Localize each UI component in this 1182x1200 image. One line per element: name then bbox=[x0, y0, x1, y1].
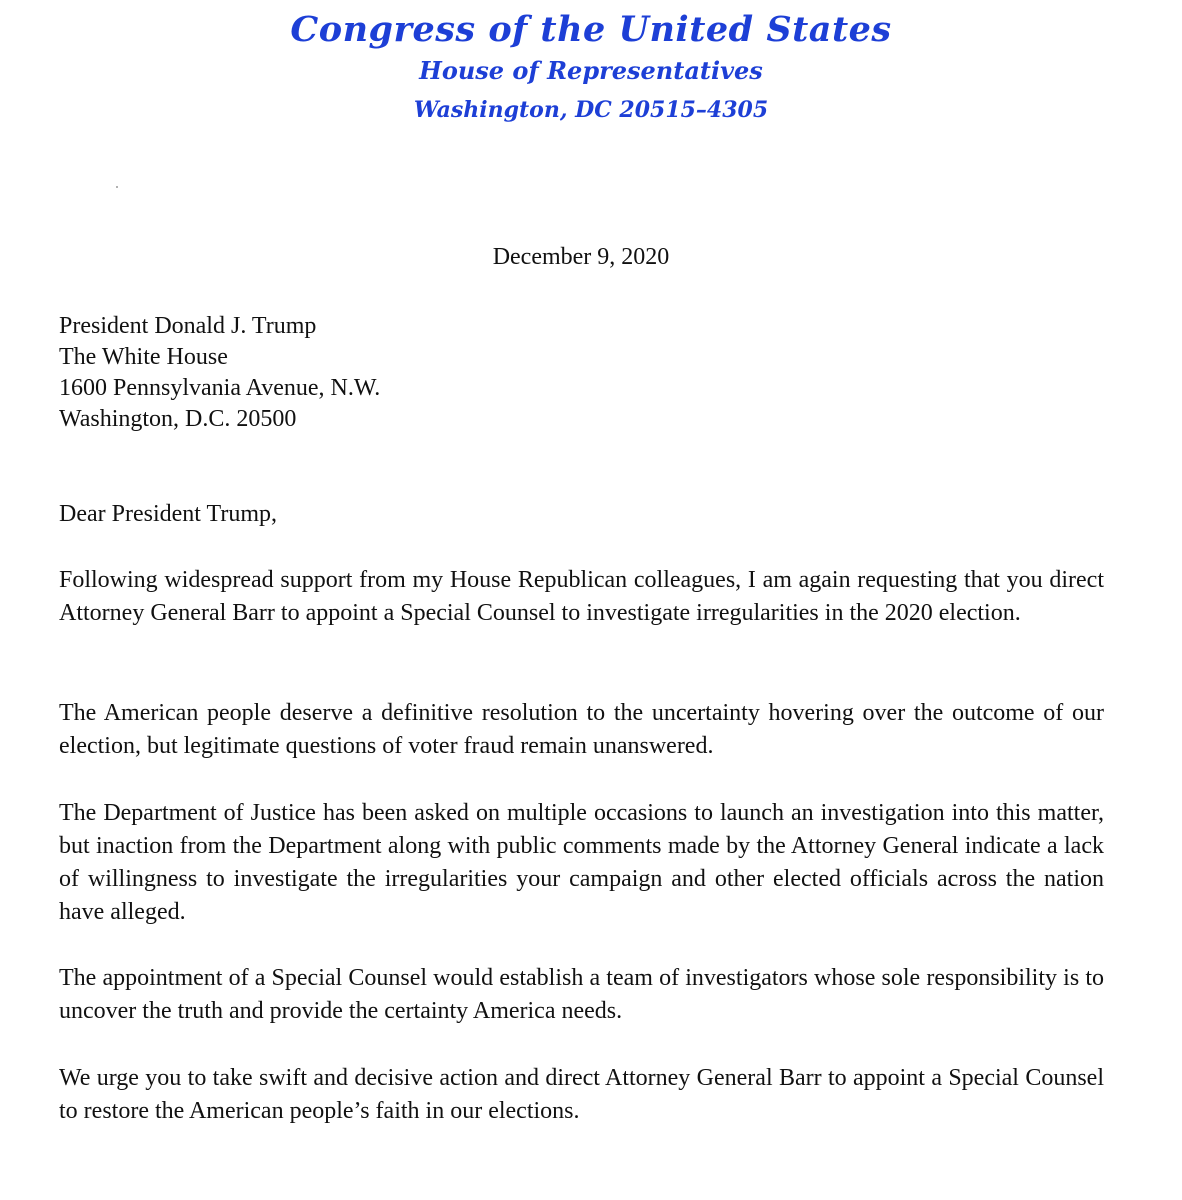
addressee-city: Washington, D.C. 20500 bbox=[59, 406, 297, 432]
addressee-street: 1600 Pennsylvania Avenue, N.W. bbox=[59, 375, 381, 401]
addressee-organization: The White House bbox=[59, 344, 228, 370]
addressee-name: President Donald J. Trump bbox=[59, 313, 317, 339]
letterhead-address: Washington, DC 20515–4305 bbox=[413, 97, 769, 123]
letterhead-house: House of Representatives bbox=[419, 56, 763, 85]
body-paragraph-4: The appointment of a Special Counsel would establish a team of investigators whose sole responsibility is to uncover the truth and provide the certainty America needs. bbox=[59, 965, 1104, 1024]
addressee-block bbox=[59, 311, 380, 435]
body-paragraph-5: We urge you to take swift and decisive action and direct Attorney General Barr to appoint a Special Counsel to restore the American people’s faith in our elections. bbox=[59, 1065, 1104, 1124]
letter-date: December 9, 2020 bbox=[492, 244, 670, 270]
paper-speck bbox=[116, 186, 118, 188]
body-paragraph-1: Following widespread support from my House Republican colleagues, I am again requesting that you direct Attorney General Barr to appoint a Special Counsel to investigate irregularities in the 2020 election. bbox=[59, 567, 1104, 626]
body-paragraph-2: The American people deserve a definitive resolution to the uncertainty hovering over the outcome of our election, but legitimate questions of voter fraud remain unanswered. bbox=[59, 700, 1104, 759]
letterhead-congress: Congress of the United States bbox=[290, 9, 892, 50]
salutation: Dear President Trump, bbox=[59, 501, 277, 527]
body-paragraph-3: The Department of Justice has been asked on multiple occasions to launch an investigation into this matter, but inaction from the Department along with public comments made by the Attorney General indicate a lack of willingness to investigate the irregularities your campaign and other elected officials across the nation have alleged. bbox=[59, 800, 1104, 925]
